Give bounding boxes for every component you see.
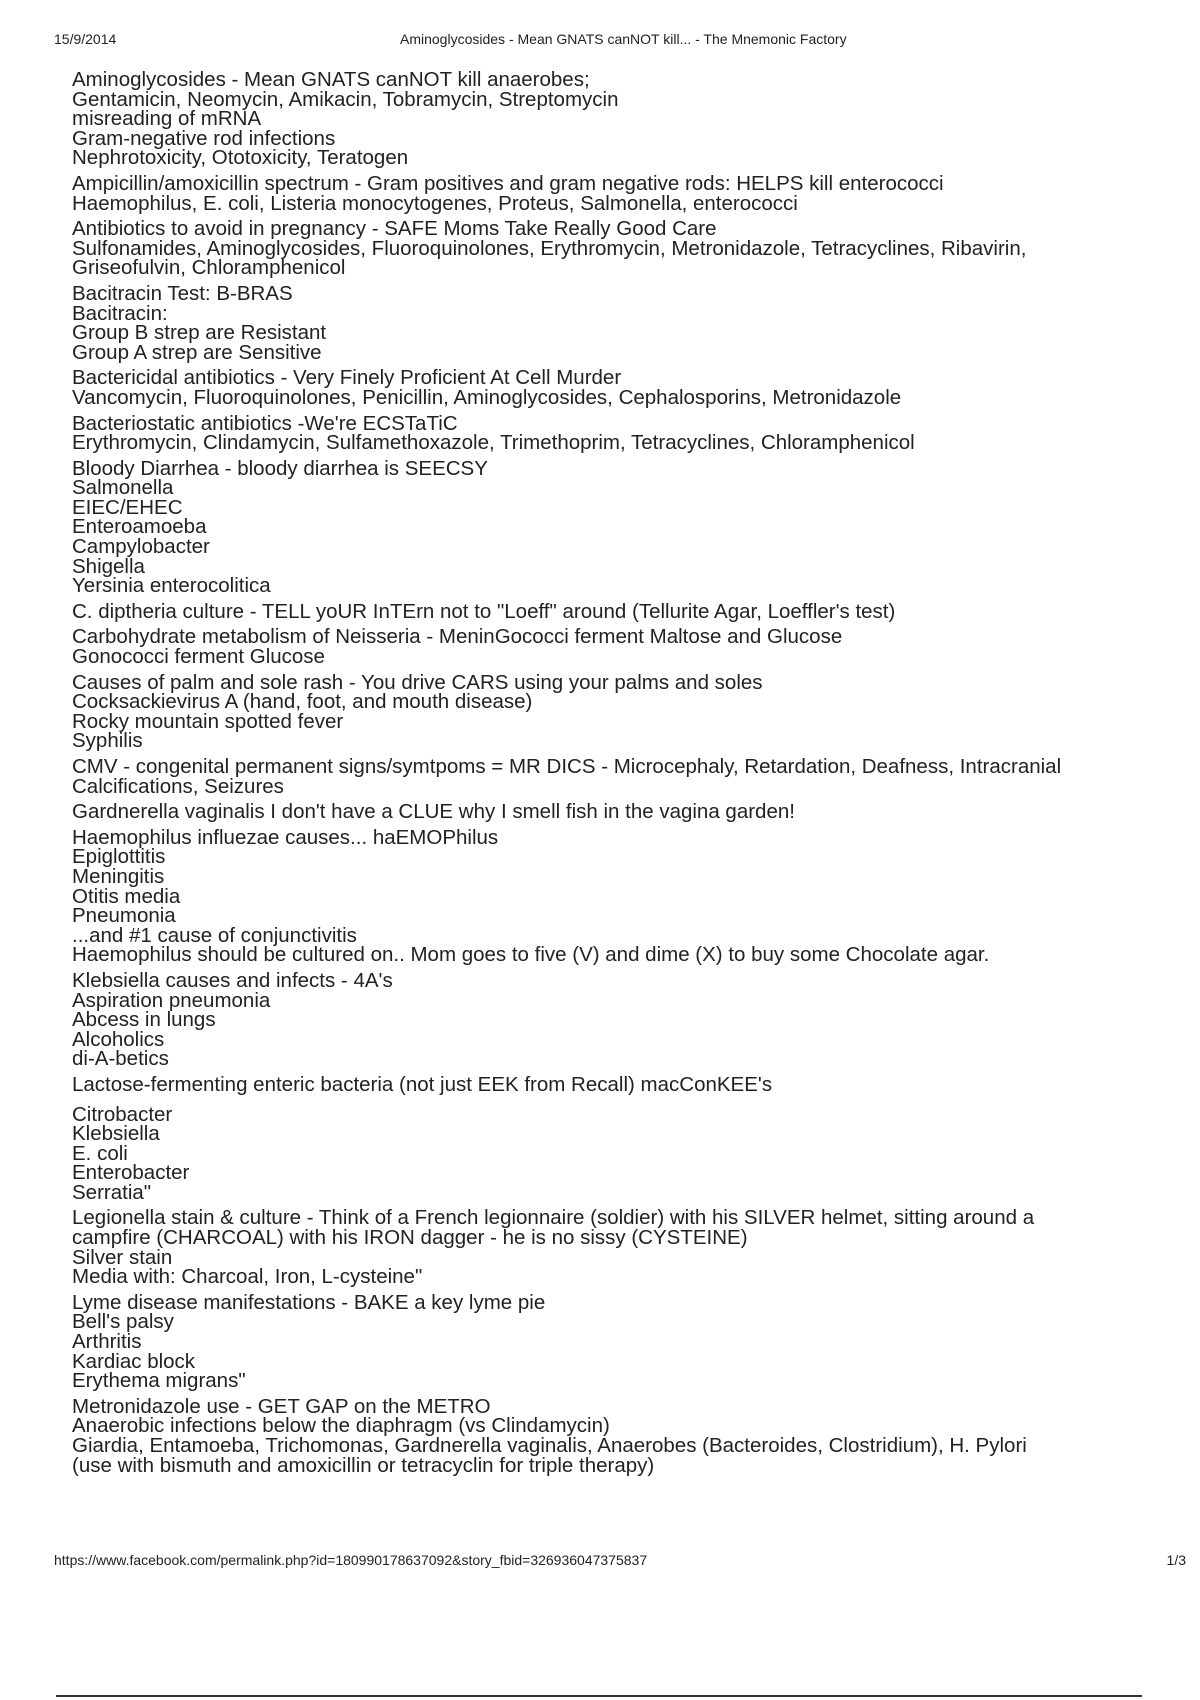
entry-heading: Klebsiella causes and infects - 4A's <box>72 968 393 992</box>
entry-heading: Ampicillin/amoxicillin spectrum - Gram positives and gram negative rods: HELPS kill enterococci <box>72 171 944 195</box>
entry-line: Arthritis <box>72 1330 142 1354</box>
entry-line: Klebsiella <box>72 1122 160 1146</box>
mnemonic-entry <box>72 968 1182 1071</box>
mnemonic-entry <box>72 599 1182 623</box>
mnemonic-entry <box>72 281 1182 364</box>
entry-line: ...and #1 cause of conjunctivitis <box>72 923 357 947</box>
entry-line: Cocksackievirus A (hand, foot, and mouth disease) <box>72 690 533 714</box>
entry-heading: CMV - congenital permanent signs/symtpoms = MR DICS - Microcephaly, Retardation, Deafness, Intracranial <box>72 755 1062 778</box>
entry-line: Syphilis <box>72 729 143 753</box>
entry-heading: Bacitracin Test: B-BRAS <box>72 281 293 305</box>
entry-line: Enteroamoeba <box>72 515 207 539</box>
entry-line: Abcess in lungs <box>72 1008 216 1032</box>
entry-heading: Antibiotics to avoid in pregnancy - SAFE Moms Take Really Good Care <box>72 217 717 241</box>
entry-line: EIEC/EHEC <box>72 495 183 519</box>
mnemonic-entry <box>72 456 1182 598</box>
mnemonic-entry <box>72 1102 1182 1204</box>
entry-heading: Gardnerella vaginalis I don't have a CLUE why I smell fish in the vagina garden! <box>72 800 795 824</box>
entry-heading: Carbohydrate metabolism of Neisseria - MeninGococci ferment Maltose and Glucose <box>72 625 843 649</box>
entry-line: Epiglottitis <box>72 845 166 869</box>
entry-line: Rocky mountain spotted fever <box>72 709 344 733</box>
entry-heading: Lyme disease manifestations - BAKE a key lyme pie <box>72 1290 546 1314</box>
entry-heading: Haemophilus influezae causes... haEMOPhilus <box>72 825 499 849</box>
entry-line: E. coli <box>72 1141 128 1165</box>
entry-heading: Bacteriostatic antibiotics -We're ECSTaTiC <box>72 411 458 435</box>
entry-line: (use with bismuth and amoxicillin or tetracyclin for triple therapy) <box>72 1453 655 1477</box>
entry-line: Media with: Charcoal, Iron, L-cysteine" <box>72 1265 423 1289</box>
entry-line: misreading of mRNA <box>72 107 262 131</box>
entry-line: Enterobacter <box>72 1161 190 1185</box>
mnemonic-entry <box>72 825 1182 967</box>
mnemonic-entry <box>72 70 1182 168</box>
mnemonic-entry <box>72 625 1182 669</box>
entry-line: campfire (CHARCOAL) with his IRON dagger - he is no sissy (CYSTEINE) <box>72 1226 748 1250</box>
page-number: 1/3 <box>1166 1552 1186 1568</box>
entry-heading: Metronidazole use - GET GAP on the METRO <box>72 1394 491 1418</box>
mnemonic-entry <box>72 1394 1182 1477</box>
mnemonic-list <box>72 70 1182 1481</box>
entry-heading: Citrobacter <box>72 1102 173 1126</box>
print-date: 15/9/2014 <box>54 31 117 47</box>
entry-line: Serratia" <box>72 1180 152 1204</box>
entry-heading: Bactericidal antibiotics - Very Finely Proficient At Cell Murder <box>72 366 622 390</box>
entry-line: di-A-betics <box>72 1047 169 1071</box>
mnemonic-entry <box>72 802 1182 822</box>
entry-heading: Causes of palm and sole rash - You drive CARS using your palms and soles <box>72 670 763 694</box>
mnemonic-entry <box>72 411 1182 455</box>
entry-line: Erythromycin, Clindamycin, Sulfamethoxazole, Trimethoprim, Tetracyclines, Chloramphenicol <box>72 431 915 455</box>
entry-line: Pneumonia <box>72 904 176 928</box>
footer-url: https://www.facebook.com/permalink.php?id=180990178637092&story_fbid=326936047375837 <box>54 1552 648 1568</box>
entry-line: Kardiac block <box>72 1349 196 1373</box>
mnemonic-entry <box>72 1290 1182 1393</box>
entry-line: Otitis media <box>72 884 181 908</box>
print-footer <box>54 1552 1186 1572</box>
mnemonic-entry <box>72 171 1182 215</box>
entry-heading: Lactose-fermenting enteric bacteria (not just EEK from Recall) macConKEE's <box>72 1072 773 1096</box>
entry-line: Sulfonamides, Aminoglycosides, Fluoroquinolones, Erythromycin, Metronidazole, Tetracyclines, Ribavirin, <box>72 236 1027 260</box>
entry-line: Salmonella <box>72 476 174 500</box>
page-divider <box>56 1695 1142 1697</box>
entry-line: Campylobacter <box>72 535 210 559</box>
entry-line: Silver stain <box>72 1245 173 1269</box>
entry-line: Vancomycin, Fluoroquinolones, Penicillin, Aminoglycosides, Cephalosporins, Metronidazole <box>72 385 902 409</box>
entry-line: Gonococci ferment Glucose <box>72 645 325 669</box>
entry-line: Calcifications, Seizures <box>72 774 284 798</box>
entry-line: Erythema migrans" <box>72 1369 246 1393</box>
entry-line: Nephrotoxicity, Ototoxicity, Teratogen <box>72 146 409 170</box>
entry-line: Gentamicin, Neomycin, Amikacin, Tobramycin, Streptomycin <box>72 87 619 111</box>
mnemonic-entry <box>72 670 1182 753</box>
mnemonic-entry <box>72 1072 1182 1096</box>
entry-line: Group B strep are Resistant <box>72 321 327 345</box>
entry-line: Gram-negative rod infections <box>72 126 336 150</box>
entry-line: Bacitracin: <box>72 301 168 325</box>
print-header <box>54 31 1174 51</box>
entry-line: Shigella <box>72 554 145 578</box>
entry-line: Giardia, Entamoeba, Trichomonas, Gardnerella vaginalis, Anaerobes (Bacteroides, Clostridium), H. Pylori <box>72 1434 1027 1457</box>
entry-heading: Aminoglycosides - Mean GNATS canNOT kill anaerobes; <box>72 68 590 91</box>
print-title: Aminoglycosides - Mean GNATS canNOT kill... - The Mnemonic Factory <box>400 31 847 47</box>
entry-heading: Legionella stain & culture - Think of a French legionnaire (soldier) with his SILVER helmet, sitting around a <box>72 1206 1035 1230</box>
mnemonic-entry <box>72 219 1182 278</box>
mnemonic-entry <box>72 757 1182 796</box>
entry-heading: Bloody Diarrhea - bloody diarrhea is SEECSY <box>72 456 488 480</box>
entry-line: Anaerobic infections below the diaphragm (vs Clindamycin) <box>72 1414 610 1438</box>
mnemonic-entry <box>72 1206 1182 1289</box>
entry-line: Haemophilus, E. coli, Listeria monocytogenes, Proteus, Salmonella, enterococci <box>72 191 798 215</box>
entry-line: Aspiration pneumonia <box>72 988 271 1012</box>
entry-line: Yersinia enterocolitica <box>72 574 271 598</box>
mnemonic-entry <box>72 368 1182 407</box>
entry-line: Alcoholics <box>72 1027 165 1051</box>
entry-line: Griseofulvin, Chloramphenicol <box>72 256 346 280</box>
entry-line: Group A strep are Sensitive <box>72 340 322 364</box>
entry-line: Bell's palsy <box>72 1310 174 1334</box>
entry-line: Meningitis <box>72 864 165 888</box>
entry-heading: C. diptheria culture - TELL yoUR InTErn not to "Loeff" around (Tellurite Agar, Loeffler's test) <box>72 599 896 623</box>
entry-line: Haemophilus should be cultured on.. Mom goes to five (V) and dime (X) to buy some Chocolate agar. <box>72 943 990 967</box>
